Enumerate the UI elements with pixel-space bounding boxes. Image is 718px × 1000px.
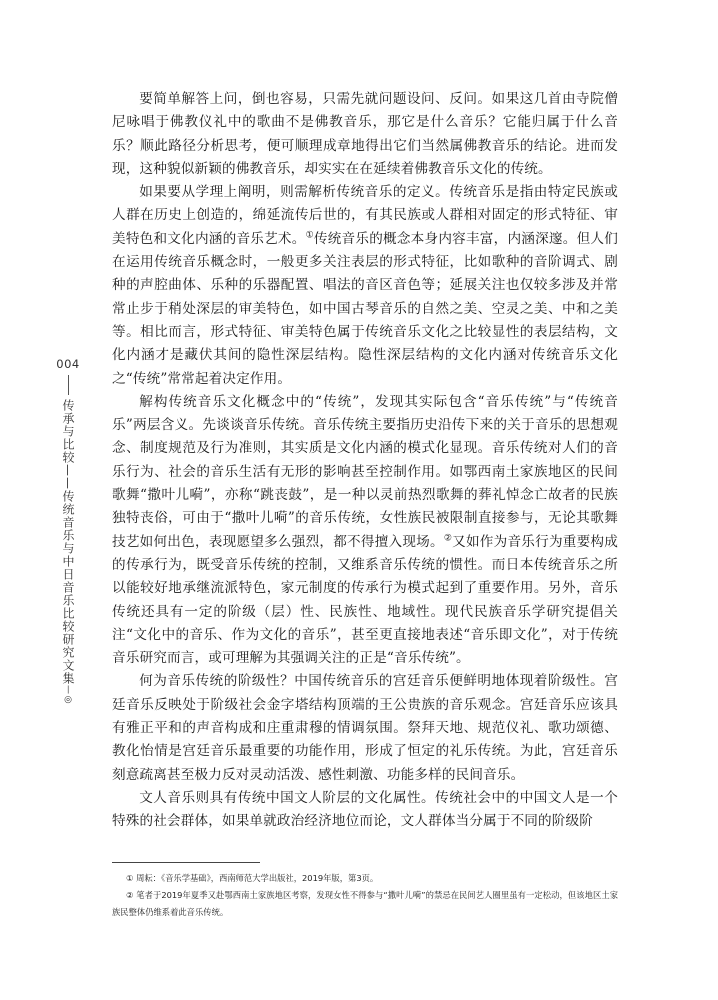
- running-title-part2: 传统音乐与中日音乐比较研究文集: [61, 490, 75, 685]
- paragraph-2: [112, 181, 618, 391]
- margin-rule: [68, 375, 69, 395]
- footnote-ref-2: ②: [443, 533, 453, 544]
- footnote-divider: [112, 862, 260, 863]
- footnote-ref-1: ①: [305, 230, 314, 241]
- running-title-dash: ——: [61, 464, 75, 490]
- running-title: [56, 399, 80, 706]
- paragraph-3: [112, 391, 618, 671]
- footnote-2: ② 笔者于2019年夏季又赴鄂西南土家族地区考察，发现女性不得参与“撒叶儿嗬”的禁忌在民间艺人圈里虽有一定松动，但该地区土家族民整体仍维系着此音乐传统。: [112, 890, 618, 917]
- page-margin: [56, 357, 80, 706]
- paragraph-3-part-b: 又如作为音乐行为重要构成的传承行为，既受音乐传统的控制，又维系音乐传统的惯性。而日本传统音乐之所以能较好地承继流派特色，家元制度的传承行为模式起到了重要作用。另外，音乐传统还具有一定的阶级（层）性、民族性、地域性。现代民族音乐学研究提倡关注“文化中的音乐、作为文化的音乐”，甚至更直接地表述“音乐即文化”，对于传统音乐研究而言，或可理解为其强调关注的正是“音乐传统”。: [112, 533, 618, 667]
- footnote-1: ① 周耘：《音乐学基础》，西南师范大学出版社，2019年版，第3页。: [126, 873, 379, 883]
- paragraph-1: 要简单解答上问，倒也容易，只需先就问题设问、反问。如果这几首由寺院僧尼咏唱于佛教仪礼中的歌曲不是佛教音乐，那它是什么音乐？它能归属于什么音乐？顺此路径分析思考，便可顺理成章地得出它们当然属佛教音乐的结论。进而发现，这种貌似新颖的佛教音乐，却实实在在延续着佛教音乐文化的传统。: [112, 91, 618, 177]
- main-text: [112, 88, 618, 834]
- paragraph-2-part-b: 传统音乐的概念本身内容丰富，内涵深邃。但人们在运用传统音乐概念时，一般更多关注表层的形式特征，比如歌种的音阶调式、剧种的声腔曲体、乐种的乐器配置、唱法的音区音色等；延展关注也仅较多涉及并常常止步于稍处深层的审美特色，如中国古琴音乐的自然之美、空灵之美、中和之美等。相比而言，形式特征、审美特色属于传统音乐文化之比较显性的表层结构，文化内涵才是藏伏其间的隐性深层结构。隐性深层结构的文化内涵对传统音乐文化之“传统”常常起着决定作用。: [112, 230, 618, 387]
- paragraph-4: 何为音乐传统的阶级性？中国传统音乐的宫廷音乐便鲜明地体现着阶级性。宫廷音乐反映处于阶级社会金字塔结构顶端的王公贵族的音乐观念。宫廷音乐应该具有雅正平和的声音构成和庄重肃穆的情调氛围。祭拜天地、规范仪礼、歌功颂德、教化怡情是宫廷音乐最重要的功能作用，形成了恒定的礼乐传统。为此，宫廷音乐刻意疏离甚至极力反对灵动活泼、感性刺激、功能多样的民间音乐。: [112, 673, 618, 783]
- paragraph-5: 文人音乐则具有传统中国文人阶层的文化属性。传统社会中的中国文人是一个特殊的社会群体，如果单就政治经济地位而论，文人群体当分属于不同的阶级阶: [112, 789, 618, 830]
- paragraph-3-part-a: 解构传统音乐文化概念中的“传统”，发现其实际包含“音乐传统”与“传统音乐”两层含义。先谈谈音乐传统。音乐传统主要指历史沿传下来的关于音乐的思想观念、制度规范及行为准则，其实质是文化内涵的模式化显现。音乐传统对人们的音乐行为、社会的音乐生活有无形的影响甚至控制作用。如鄂西南土家族地区的民间歌舞“撒叶儿嗬”，亦称“跳丧鼓”，是一种以灵前热烈歌舞的葬礼悼念亡故者的民族独特丧俗，可由于“撒叶儿嗬”的音乐传统，女性族民被限制直接参与，无论其歌舞技艺如何出色，表现愿望多么强烈，都不得擅入现场。: [112, 393, 618, 550]
- paragraph-2-part-a: 如果要从学理上阐明，则需解析传统音乐的定义。传统音乐是指由特定民族或人群在历史上创造的，绵延流传后世的，有其民族或人群相对固定的形式特征、审美特色和文化内涵的音乐艺术。: [112, 184, 618, 247]
- running-title-part1: 传承与比较: [61, 399, 75, 464]
- page-number: 004: [56, 357, 80, 371]
- running-title-end-mark: —◎: [63, 685, 73, 706]
- footnotes: [112, 870, 618, 921]
